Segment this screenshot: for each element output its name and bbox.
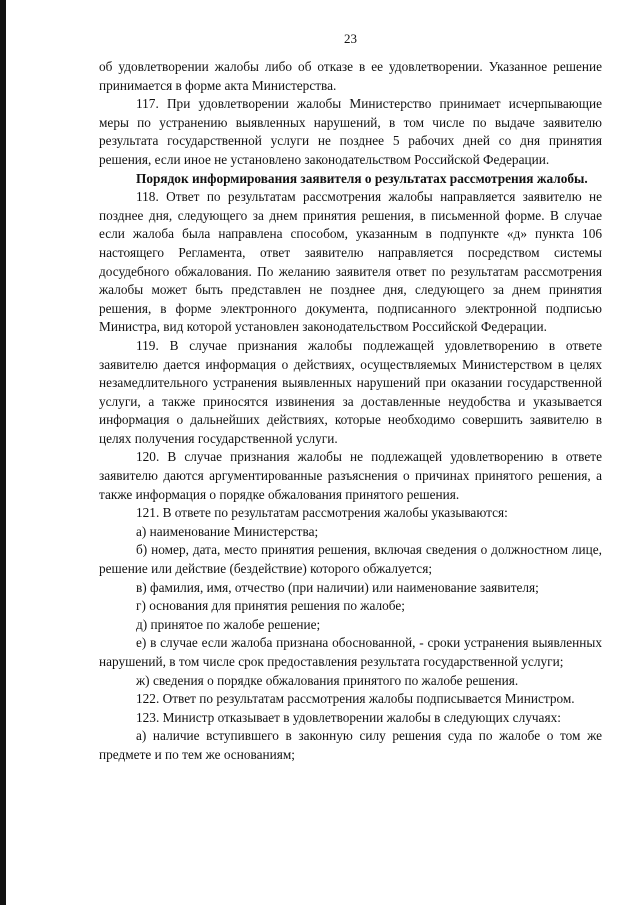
- paragraph-7: 122. Ответ по результатам рассмотрения жалобы подписывается Министром.: [136, 691, 575, 707]
- paragraph-6: 121. В ответе по результатам рассмотрения жалобы указываются:: [136, 505, 508, 521]
- list-item-v: в) фамилия, имя, отчество (при наличии) или наименование заявителя;: [136, 579, 539, 595]
- paragraph-2: 117. При удовлетворении жалобы Министерство принимает исчерпывающие меры по устранению выявленных нарушений, в том числе по выдаче заявителю результата государственной услуги не позднее 5 рабочих дней со дня принятия решения, если иное не установлено законодательством Российской Федерации.: [99, 96, 602, 167]
- list-item-d: д) принятое по жалобе решение;: [136, 616, 321, 632]
- list-item-zh: ж) сведения о порядке обжалования принятого по жалобе решения.: [136, 672, 519, 688]
- paragraph-4: 119. В случае признания жалобы подлежащей удовлетворению в ответе заявителю дается информация о действиях, осуществляемых Министерством в целях незамедлительного устранения выявленных нарушений при оказании государственной услуги, а также приносятся извинения за доставленные неудобства и указывается информация о дальнейших действиях, которые необходимо совершить заявителю в целях получения государственной услуги.: [99, 337, 602, 446]
- document-page: [99, 30, 602, 765]
- section-heading: Порядок информирования заявителя о результатах рассмотрения жалобы.: [136, 170, 588, 186]
- document-body: [99, 58, 602, 765]
- paragraph-3: 118. Ответ по результатам рассмотрения жалобы направляется заявителю не позднее дня, следующего за днем принятия решения, в письменной форме. В случае если жалоба была направлена способом, указанным в подпункте «д» пункта 106 настоящего Регламента, ответ заявителю направляется посредством системы досудебного обжалования. По желанию заявителя ответ по результатам рассмотрения жалобы может быть представлен не позднее дня, следующего за днем принятия решения, в форме электронного документа, подписанного электронной подписью Министра, вид которой установлен законодательством Российской Федерации.: [99, 189, 602, 335]
- scan-edge-bar: [0, 0, 6, 905]
- paragraph-5: 120. В случае признания жалобы не подлежащей удовлетворению в ответе заявителю даются аргументированные разъяснения о причинах принятого решения, а также информация о порядке обжалования принятого решения.: [99, 449, 602, 502]
- list-item-a-2: а) наличие вступившего в законную силу решения суда по жалобе о том же предмете и по тем же основаниям;: [99, 728, 602, 762]
- list-item-a: а) наименование Министерства;: [136, 523, 319, 539]
- list-item-e: е) в случае если жалоба признана обоснованной, - сроки устранения выявленных нарушений, в том числе срок предоставления результата государственной услуги;: [99, 635, 602, 669]
- paragraph-8: 123. Министр отказывает в удовлетворении жалобы в следующих случаях:: [136, 709, 561, 725]
- page-number: 23: [344, 31, 357, 46]
- paragraph-1: об удовлетворении жалобы либо об отказе в ее удовлетворении. Указанное решение принимается в форме акта Министерства.: [99, 59, 602, 93]
- list-item-b: б) номер, дата, место принятия решения, включая сведения о должностном лице, решение или действие (бездействие) которого обжалуется;: [99, 542, 602, 577]
- list-item-g: г) основания для принятия решения по жалобе;: [136, 598, 405, 614]
